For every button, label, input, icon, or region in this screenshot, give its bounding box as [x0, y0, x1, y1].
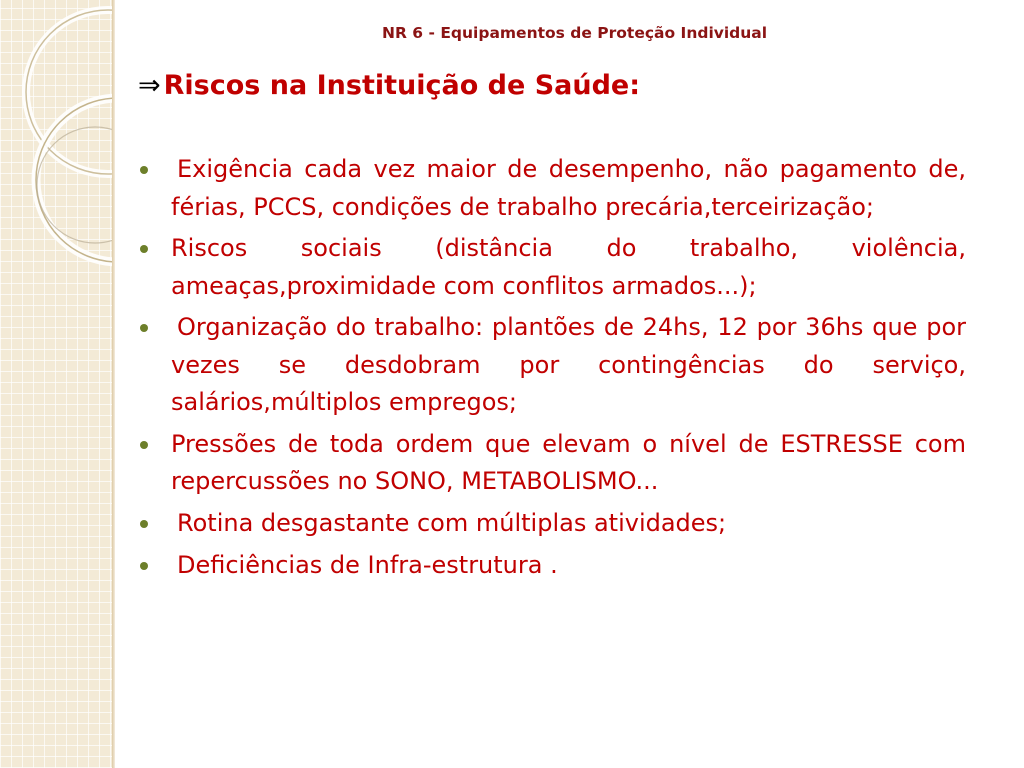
bullet-icon — [140, 547, 171, 585]
list-item — [140, 426, 966, 501]
list-item — [140, 151, 966, 226]
bullet-icon — [140, 426, 171, 464]
list-item — [140, 547, 966, 585]
header-title: NR 6 - Equipamentos de Proteção Individual — [382, 24, 768, 42]
list-item — [140, 505, 966, 543]
list-item-text: Deficiências de Infra-estrutura . — [177, 550, 558, 579]
list-item-text: Rotina desgastante com múltiplas atividades; — [177, 508, 727, 537]
bullet-icon — [140, 309, 171, 347]
list-item-text: Exigência cada vez maior de desempenho, não pagamento de, férias, PCCS, condições de trabalho precária,terceirização; — [171, 155, 966, 221]
list-item-text: Organização do trabalho: plantões de 24hs, 12 por 36hs que por vezes se desdobram por contingências do serviço, salários,múltiplos empregos; — [171, 313, 966, 416]
list-item — [140, 309, 966, 422]
decorative-side-panel — [0, 0, 112, 768]
list-item-text: Riscos sociais (distância do trabalho, violência, ameaças,proximidade com conflitos armados...); — [171, 234, 966, 300]
bullet-icon — [140, 151, 171, 189]
slide-title-text: Riscos na Instituição de Saúde: — [163, 70, 641, 101]
bullet-icon — [140, 230, 171, 268]
list-item-text: Pressões de toda ordem que elevam o nível de ESTRESSE com repercussões no SONO, METABOLISMO... — [171, 429, 966, 495]
side-panel-edge — [112, 0, 115, 768]
decorative-circles-graphic — [0, 0, 112, 768]
risk-bullet-list — [140, 151, 966, 589]
list-item — [140, 230, 966, 305]
slide-title — [138, 70, 640, 101]
right-double-arrow-icon: ⇒ — [138, 70, 161, 101]
bullet-icon — [140, 505, 171, 543]
